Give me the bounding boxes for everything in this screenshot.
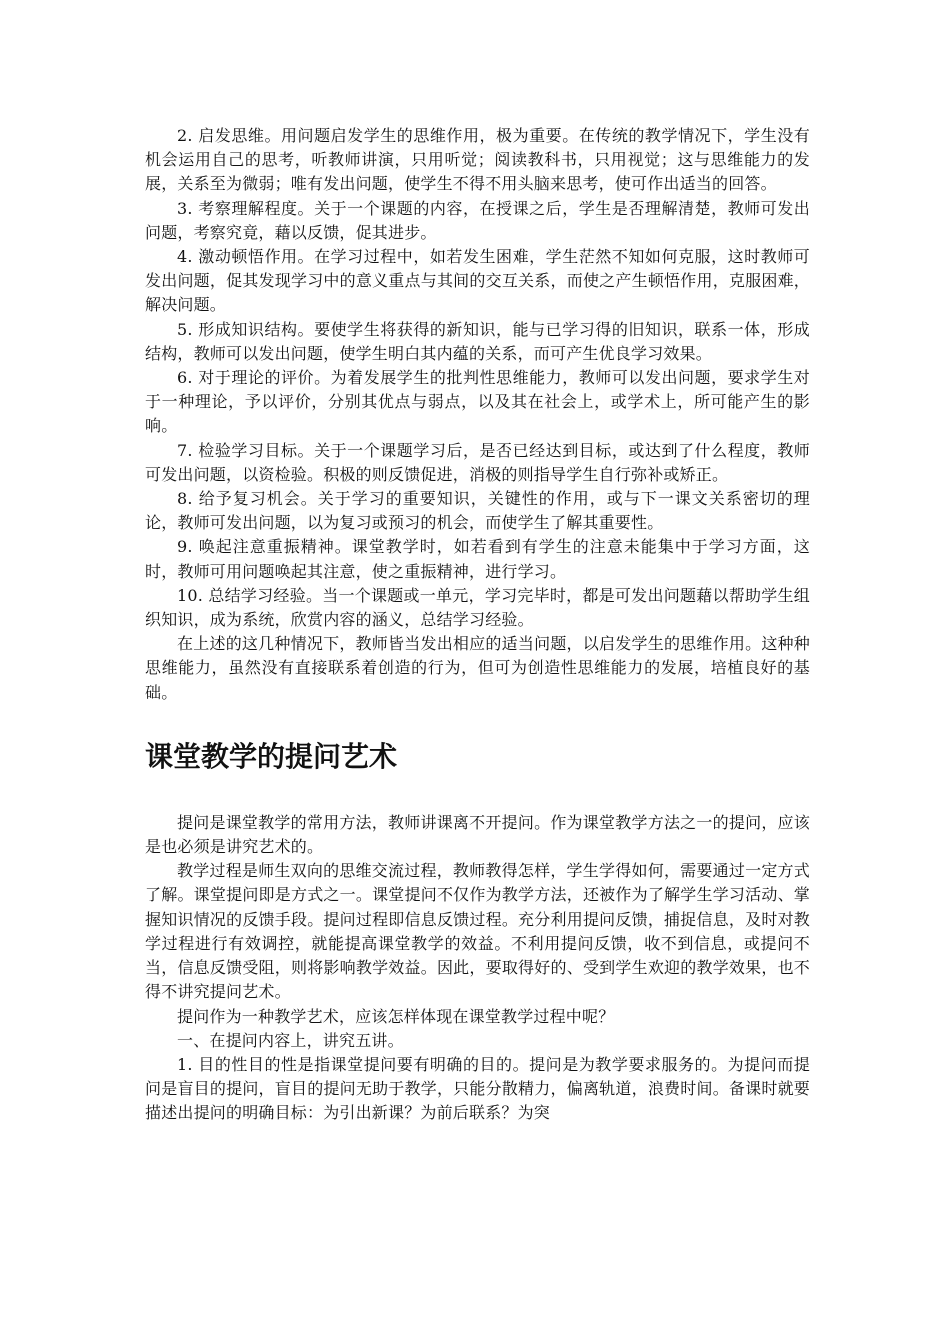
paragraph-item-4: 4. 激动顿悟作用。在学习过程中，如若发生困难，学生茫然不知如何克服，这时教师可发出问题，促其发现学习中的意义重点与其间的交互关系，而使之产生顿悟作用，克服困难，解决问题。 <box>145 247 810 315</box>
paragraph-item-8: 8. 给予复习机会。关于学习的重要知识，关键性的作用，或与下一课文关系密切的理论，教师可发出问题，以为复习或预习的机会，而使学生了解其重要性。 <box>145 489 810 533</box>
paragraph-item-9: 9. 唤起注意重振精神。课堂教学时，如若看到有学生的注意未能集中于学习方面，这时，教师可用问题唤起其注意，使之重振精神，进行学习。 <box>145 537 810 581</box>
paragraph-item-5: 5. 形成知识结构。要使学生将获得的新知识，能与已学习得的旧知识，联系一体，形成结构，教师可以发出问题，使学生明白其内蕴的关系，而可产生优良学习效果。 <box>145 319 810 363</box>
paragraph-item-3: 3. 考察理解程度。关于一个课题的内容，在授课之后，学生是否理解清楚，教师可发出问题，考察究竟，藉以反馈，促其进步。 <box>145 198 810 242</box>
paragraph-item-6: 6. 对于理论的评价。为着发展学生的批判性思维能力，教师可以发出问题，要求学生对于一种理论，予以评价，分别其优点与弱点，以及其在社会上，或学术上，所可能产生的影响。 <box>145 368 810 436</box>
section-question-functions <box>145 124 810 705</box>
paragraph-item-7: 7. 检验学习目标。关于一个课题学习后，是否已经达到目标，或达到了什么程度，教师可发出问题，以资检验。积极的则反馈促进，消极的则指导学生自行弥补或矫正。 <box>145 440 810 484</box>
paragraph-intro: 提问是课堂教学的常用方法，教师讲课离不开提问。作为课堂教学方法之一的提问，应该是也必须是讲究艺术的。 <box>145 812 810 857</box>
paragraph-question: 提问作为一种教学艺术，应该怎样体现在课堂教学过程中呢？ <box>177 1006 615 1026</box>
paragraph-feedback: 教学过程是师生双向的思维交流过程，教师教得怎样，学生学得如何，需要通过一定方式了解。课堂提问即是方式之一。课堂提问不仅作为教学方法，还被作为了解学生学习活动、掌握知识情况的反馈手段。提问过程即信息反馈过程。充分利用提问反馈，捕捉信息，及时对教学过程进行有效调控，就能提高课堂教学的效益。不利用提问反馈，收不到信息，或提问不当，信息反馈受阻，则将影响教学效益。因此，要取得好的、受到学生欢迎的教学效果，也不得不讲究提问艺术。 <box>145 861 810 1002</box>
paragraph-subheading: 一、在提问内容上，讲究五讲。 <box>177 1030 404 1050</box>
paragraph-item-2: 2. 启发思维。用问题启发学生的思维作用，极为重要。在传统的教学情况下，学生没有机会运用自己的思考，听教师讲演，只用听觉；阅读教科书，只用视觉；这与思维能力的发展，关系至为微弱；唯有发出问题，使学生不得不用头脑来思考，使可作出适当的回答。 <box>145 126 810 194</box>
paragraph-purpose: 1. 目的性目的性是指课堂提问要有明确的目的。提问是为教学要求服务的。为提问而提问是盲目的提问，盲目的提问无助于教学，只能分散精力，偏离轨道，浪费时间。备课时就要描述出提问的明确目标：为引出新课？为前后联系？为突 <box>145 1054 810 1123</box>
section-heading: 课堂教学的提问艺术 <box>145 739 398 773</box>
paragraph-summary: 在上述的这几种情况下，教师皆当发出相应的适当问题，以启发学生的思维作用。这种种思维能力，虽然没有直接联系着创造的行为，但可为创造性思维能力的发展，培植良好的基础。 <box>145 634 810 702</box>
section-questioning-art <box>145 811 810 1126</box>
paragraph-item-10: 10. 总结学习经验。当一个课题或一单元，学习完毕时，都是可发出问题藉以帮助学生组织知识，成为系统，欣赏内容的涵义，总结学习经验。 <box>145 585 810 630</box>
document-page <box>145 124 810 1126</box>
